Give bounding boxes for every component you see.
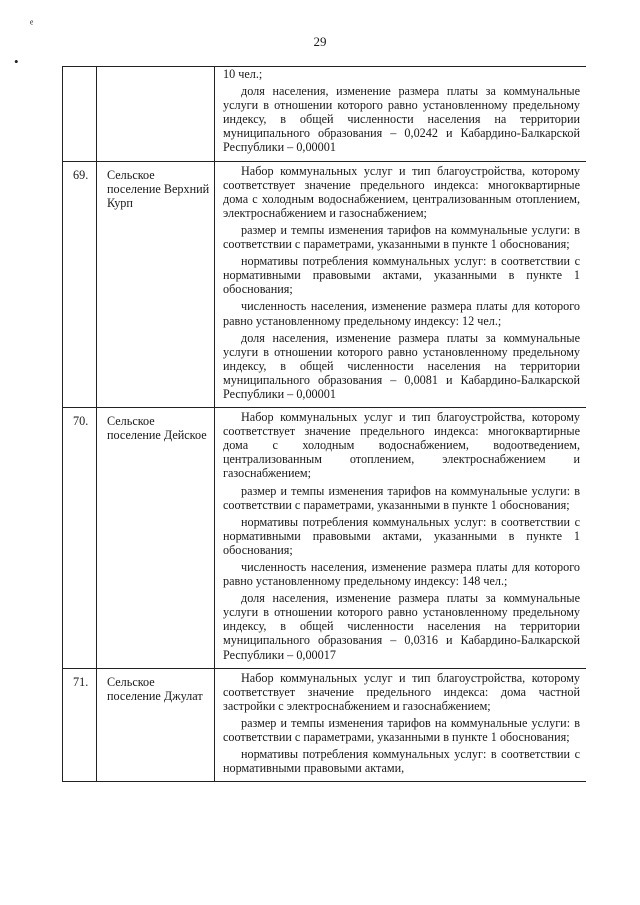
row-number-cell (63, 67, 97, 162)
description-paragraph: численность населения, изменение размера платы для которого равно установленному предельному индексу: 12 чел.; (223, 299, 580, 328)
description-paragraph: численность населения, изменение размера платы для которого равно установленному предельному индексу: 148 чел.; (223, 560, 580, 589)
scan-mark-top: ᵉ (30, 16, 34, 31)
description-cell (215, 408, 587, 669)
page-number: 29 (313, 34, 327, 49)
table-row (63, 161, 587, 408)
document-table-wrapper (62, 66, 586, 858)
document-table (62, 66, 586, 782)
row-number-cell: 70. (63, 408, 97, 669)
table-row (63, 668, 587, 782)
description-paragraph: нормативы потребления коммунальных услуг: в соответствии с нормативными правовыми актами, указанными в пункте 1 обоснования; (223, 254, 580, 297)
description-paragraph: размер и темпы изменения тарифов на коммунальные услуги: в соответствии с параметрами, указанными в пункте 1 обоснования; (223, 715, 580, 745)
description-paragraph: 10 чел.; (223, 67, 263, 81)
settlement-name-cell: Сельское поселение Верхний Курп (97, 161, 215, 408)
description-paragraph: нормативы потребления коммунальных услуг: в соответствии с нормативными правовыми актами, указанными в пункте 1 обоснования; (223, 514, 580, 557)
row-number-cell: 71. (63, 668, 97, 782)
table-body (63, 67, 587, 782)
scan-mark-left: • (14, 54, 19, 69)
settlement-name-cell (97, 67, 215, 162)
description-paragraph: Набор коммунальных услуг и тип благоустройства, которому соответствует значение предельного индекса: многоквартирные дома с холодным водоснабжением, водоотведением, централизованным отоплением, электроснабжением и газоснабжением; (223, 410, 580, 481)
description-cell (215, 67, 587, 162)
settlement-name-cell: Сельское поселение Дейское (97, 408, 215, 669)
description-cell (215, 161, 587, 408)
description-paragraph: доля населения, изменение размера платы за коммунальные услуги в отношении которого равно установленному предельному индексу, в общей численности населения на территории муниципального образования – 0,0316 и Кабардино-Балкарской Республики – 0,00017 (223, 591, 580, 662)
description-paragraph: доля населения, изменение размера платы за коммунальные услуги в отношении которого равно установленному предельному индексу, в общей численности населения на территории муниципального образования – 0,0081 и Кабардино-Балкарской Республики – 0,00001 (223, 330, 580, 401)
description-paragraph: размер и темпы изменения тарифов на коммунальные услуги: в соответствии с параметрами, указанными в пункте 1 обоснования; (223, 483, 580, 512)
table-row (63, 67, 587, 162)
description-paragraph: Набор коммунальных услуг и тип благоустройства, которому соответствует значение предельного индекса: многоквартирные дома с холодным водоснабжением, централизованным отоплением, электроснабжением и газоснабжением; (223, 163, 580, 220)
settlement-name-cell: Сельское поселение Джулат (97, 668, 215, 782)
table-row (63, 408, 587, 669)
description-paragraph: нормативы потребления коммунальных услуг: в соответствии с нормативными правовыми актами, (223, 747, 580, 776)
description-cell (215, 668, 587, 782)
description-paragraph: размер и темпы изменения тарифов на коммунальные услуги: в соответствии с параметрами, указанными в пункте 1 обоснования; (223, 222, 580, 252)
description-paragraph: доля населения, изменение размера платы за коммунальные услуги в отношении которого равно установленному предельному индексу, в общей численности населения на территории муниципального образования – 0,0242 и Кабардино-Балкарской Республики – 0,00001 (223, 84, 580, 155)
row-number-cell: 69. (63, 161, 97, 408)
description-paragraph: Набор коммунальных услуг и тип благоустройства, которому соответствует значение предельного индекса: дома частной застройки с электроснабжением и газоснабжением; (223, 670, 580, 713)
